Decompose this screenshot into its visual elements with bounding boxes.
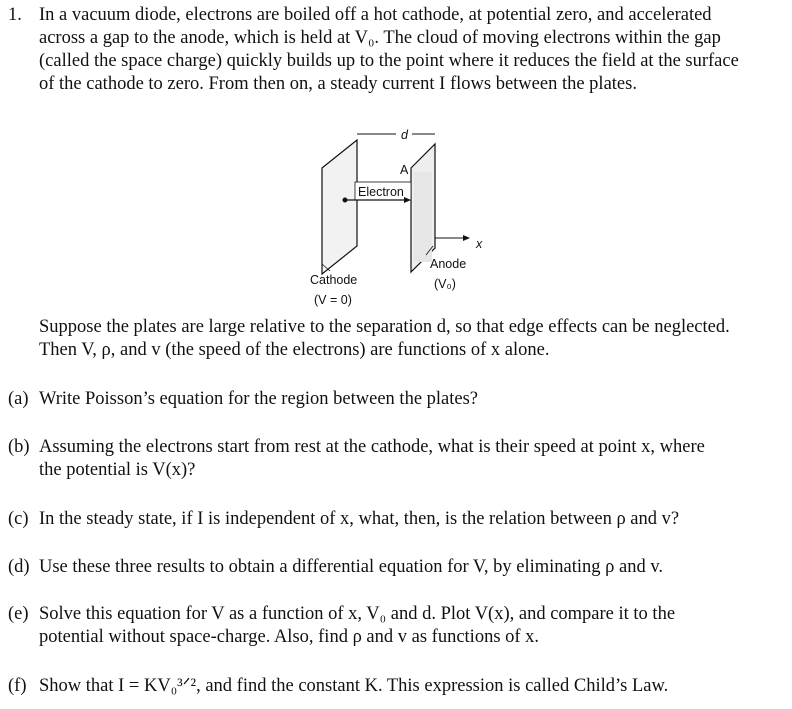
- part-line: the potential is V(x)?: [39, 460, 196, 480]
- vacuum-diode-figure: [300, 124, 500, 310]
- part-text: [39, 508, 782, 531]
- part-label: (c): [8, 509, 29, 529]
- intro-text: [39, 4, 782, 96]
- part-label: (d): [8, 557, 30, 577]
- part-line: Write Poisson’s equation for the region between the plates?: [39, 389, 479, 409]
- x-axis-arrowhead: [463, 235, 470, 241]
- part-text: [39, 388, 782, 411]
- cathode-potential: (V = 0): [314, 293, 352, 307]
- part-line: Show that I = KV₀³ᐟ², and find the constant K. This expression is called Child’s Law.: [39, 676, 669, 696]
- electron-label: Electron: [358, 185, 404, 199]
- part-text: [39, 603, 782, 649]
- d-label: d: [401, 128, 408, 142]
- cathode-label: Cathode: [310, 273, 358, 287]
- part-text: [39, 436, 782, 482]
- anode-potential: (V₀): [434, 277, 456, 291]
- part-text: [39, 556, 782, 579]
- anode-label: Anode: [430, 257, 467, 271]
- part-text: [39, 675, 782, 698]
- part-line: potential without space-charge. Also, find ρ and v as functions of x.: [39, 627, 540, 647]
- intro-line: (called the space charge) quickly builds up to the point where it reduces the field at the surface: [39, 51, 739, 71]
- intro-line: In a vacuum diode, electrons are boiled off a hot cathode, at potential zero, and accelerated: [39, 5, 712, 25]
- anode-shade: [414, 172, 432, 262]
- problem-number: 1.: [8, 5, 22, 25]
- assumption-line: Then V, ρ, and v (the speed of the electrons) are functions of x alone.: [39, 340, 550, 360]
- intro-line: of the cathode to zero. From then on, a steady current I flows between the plates.: [39, 74, 637, 94]
- part-label: (f): [8, 676, 27, 696]
- part-line: In the steady state, if I is independent of x, what, then, is the relation between ρ and v?: [39, 509, 680, 529]
- part-label: (a): [8, 389, 29, 409]
- part-line: Use these three results to obtain a differential equation for V, by eliminating ρ and v.: [39, 557, 664, 577]
- intro-line: across a gap to the anode, which is held at V₀. The cloud of moving electrons within the gap: [39, 28, 721, 48]
- x-axis-label: x: [476, 237, 483, 251]
- assumption-line: Suppose the plates are large relative to the separation d, so that edge effects can be neglected.: [39, 317, 730, 337]
- cathode-plate: [322, 140, 357, 274]
- part-label: (e): [8, 604, 29, 624]
- area-label: A: [400, 163, 409, 177]
- assumption-text: [39, 316, 782, 362]
- part-line: Assuming the electrons start from rest at the cathode, what is their speed at point x, where: [39, 437, 705, 457]
- part-label: (b): [8, 437, 30, 457]
- part-line: Solve this equation for V as a function of x, V₀ and d. Plot V(x), and compare it to the: [39, 604, 676, 624]
